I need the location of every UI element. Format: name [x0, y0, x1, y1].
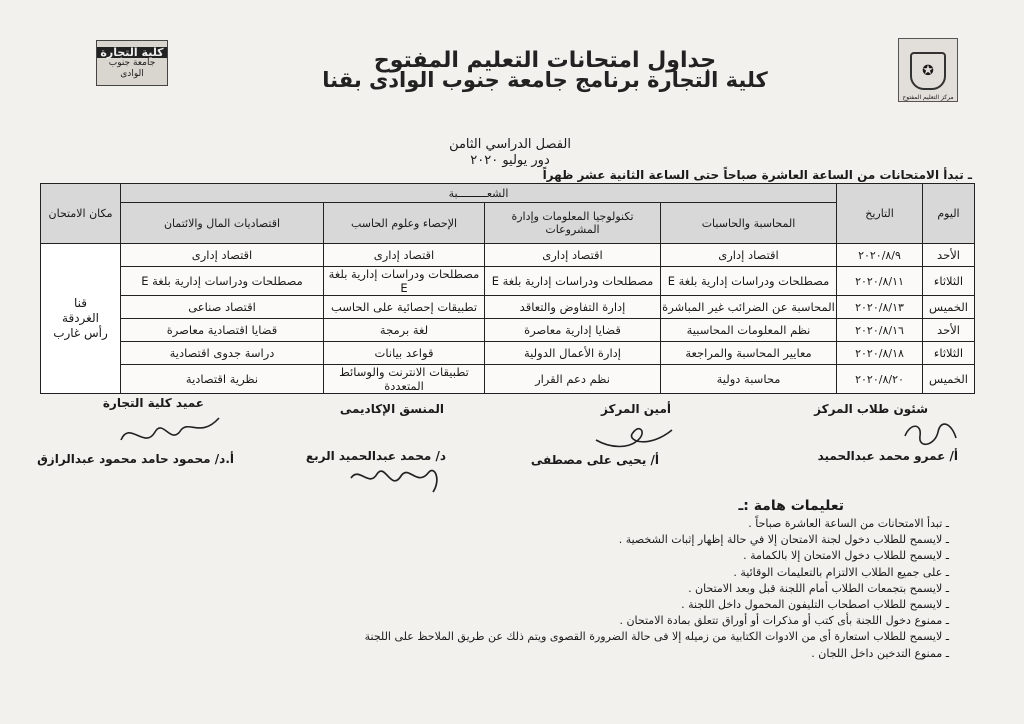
faculty-logo-text: كلية التجارة [97, 47, 166, 58]
place-qena: قنا [73, 296, 87, 310]
row-cell: دراسة جدوى اقتصادية [121, 342, 324, 365]
signature-title-academic-coordinator: المنسق الإكاديمى [339, 402, 444, 416]
signature-name-center-secretary: أ/ يحيى على مصطفى [530, 453, 659, 467]
instructions-list [249, 516, 949, 662]
row-cell: نظم المعلومات المحاسبية [661, 319, 837, 342]
row-date: ٢٠٢٠/٨/٢٠ [837, 365, 923, 394]
row-cell: مصطلحات ودراسات إدارية بلغة E [121, 267, 324, 296]
header-division-economics: اقتصاديات المال والائتمان [121, 203, 324, 244]
signature-scribble-dean [115, 410, 225, 450]
instructions-title: تعليمات هامة :ـ [738, 498, 844, 514]
header-division-it: تكنولوجيا المعلومات وإدارة المشروعات [485, 203, 661, 244]
list-item: ـ ممنوع دخول اللجنة بأى كتب أو مذكرات أو أوراق تتعلق بمادة الامتحان . [249, 613, 949, 629]
list-item: ـ على جميع الطلاب الالتزام بالتعليمات الوقائية . [249, 565, 949, 581]
table-row [41, 342, 975, 365]
signature-title-center-secretary: أمين المركز [601, 402, 671, 416]
row-date: ٢٠٢٠/٨/١٨ [837, 342, 923, 365]
table-row [41, 267, 975, 296]
row-cell: اقتصاد صناعى [121, 296, 324, 319]
header-date: التاريخ [837, 184, 923, 244]
list-item: ـ لايسمح للطلاب اصطحاب التليفون المحمول داخل اللجنة . [249, 597, 949, 613]
row-day: الخميس [923, 296, 975, 319]
row-cell: نظم دعم القرار [485, 365, 661, 394]
session-label: دور يوليو ٢٠٢٠ [470, 153, 550, 168]
signature-title-dean: عميد كلية التجارة [102, 396, 204, 410]
faculty-logo [96, 40, 168, 86]
header-division-accounting: المحاسبة والحاسبات [661, 203, 837, 244]
signature-name-dean: أ.د/ محمود حامد محمود عبدالرازق [37, 452, 234, 466]
row-date: ٢٠٢٠/٨/١٣ [837, 296, 923, 319]
list-item: ـ لايسمح بتجمعات الطلاب أمام اللجنة قبل وبعد الامتحان . [249, 581, 949, 597]
list-item: ـ لايسمح للطلاب دخول الامتحان إلا بالكمامة . [249, 548, 949, 564]
row-day: الأحد [923, 244, 975, 267]
row-cell: إدارة التفاوض والتعاقد [485, 296, 661, 319]
signature-scribble-student-affairs [900, 418, 960, 448]
list-item: ـ تبدأ الامتحانات من الساعة العاشرة صباحاً . [249, 516, 949, 532]
header-day: اليوم [923, 184, 975, 244]
table-row [41, 296, 975, 319]
list-item: ـ ممنوع التدخين داخل اللجان . [249, 646, 949, 662]
table-row [41, 319, 975, 342]
row-cell: قواعد بيانات [324, 342, 485, 365]
row-date: ٢٠٢٠/٨/٩ [837, 244, 923, 267]
row-day: الأحد [923, 319, 975, 342]
row-day: الثلاثاء [923, 342, 975, 365]
table-subheader-row [41, 203, 975, 244]
exam-place-cell [41, 244, 121, 394]
row-cell: اقتصاد إدارى [485, 244, 661, 267]
table-row [41, 365, 975, 394]
list-item: ـ لايسمح للطلاب دخول لجنة الامتحان إلا في حالة إظهار إثبات الشخصية . [249, 532, 949, 548]
row-cell: محاسبة دولية [661, 365, 837, 394]
row-date: ٢٠٢٠/٨/١١ [837, 267, 923, 296]
row-cell: إدارة الأعمال الدولية [485, 342, 661, 365]
row-cell: اقتصاد إدارى [324, 244, 485, 267]
row-cell: مصطلحات ودراسات إدارية بلغة E [661, 267, 837, 296]
header-division-statistics: الإحصاء وعلوم الحاسب [324, 203, 485, 244]
row-cell: معايير المحاسبة والمراجعة [661, 342, 837, 365]
signature-scribble-academic-coordinator [345, 458, 445, 500]
faculty-logo-subtext: جامعة جنوب الوادى [108, 57, 156, 79]
row-cell: مصطلحات ودراسات إدارية بلغة E [485, 267, 661, 296]
document-title: جداول امتحانات التعليم المفتوح [373, 48, 717, 73]
row-cell: نظرية اقتصادية [121, 365, 324, 394]
exam-time-note: ـ تبدأ الامتحانات من الساعة العاشرة صباحاً حتى الساعة الثانية عشر ظهراً [542, 168, 972, 182]
row-cell: قضايا اقتصادية معاصرة [121, 319, 324, 342]
list-item: ـ لايسمح للطلاب استعارة أى من الادوات الكتابية من زميله إلا فى حالة الضرورة القصوى ويتم ذلك عن طريق الملاحظ على اللجنة [249, 629, 949, 645]
row-day: الخميس [923, 365, 975, 394]
row-cell: قضايا إدارية معاصرة [485, 319, 661, 342]
row-cell: مصطلحات ودراسات إدارية بلغة E [324, 267, 485, 296]
crest-icon: ✪ [910, 52, 946, 90]
place-ras-gharib: رأس غارب [53, 326, 108, 340]
signature-scribble-center-secretary [590, 418, 680, 454]
row-cell: اقتصاد إدارى [121, 244, 324, 267]
signature-name-student-affairs: أ/ عمرو محمد عبدالحميد [817, 449, 958, 463]
center-logo [898, 38, 958, 102]
row-cell: تطبيقات الانترنت والوسائط المتعددة [324, 365, 485, 394]
row-cell: تطبيقات إحصائية على الحاسب [324, 296, 485, 319]
exam-schedule-table [40, 183, 975, 394]
signature-title-student-affairs: شئون طلاب المركز [814, 402, 928, 416]
document-subtitle: كلية التجارة برنامج جامعة جنوب الوادى بقنا [322, 68, 768, 92]
signature-name-academic-coordinator: د/ محمد عبدالحميد الربع [305, 449, 446, 463]
place-hurghada: الغردقة [62, 311, 99, 325]
row-date: ٢٠٢٠/٨/١٦ [837, 319, 923, 342]
row-day: الثلاثاء [923, 267, 975, 296]
table-row [41, 244, 975, 267]
row-cell: لغة برمجة [324, 319, 485, 342]
header-division: الشعـــــــــبة [121, 184, 837, 203]
table-header-row [41, 184, 975, 203]
term-label: الفصل الدراسي الثامن [449, 137, 571, 152]
header-place: مكان الامتحان [41, 184, 121, 244]
row-cell: المحاسبة عن الضرائب غير المباشرة [661, 296, 837, 319]
center-logo-text: مركز التعليم المفتوح [902, 94, 954, 101]
row-cell: اقتصاد إدارى [661, 244, 837, 267]
